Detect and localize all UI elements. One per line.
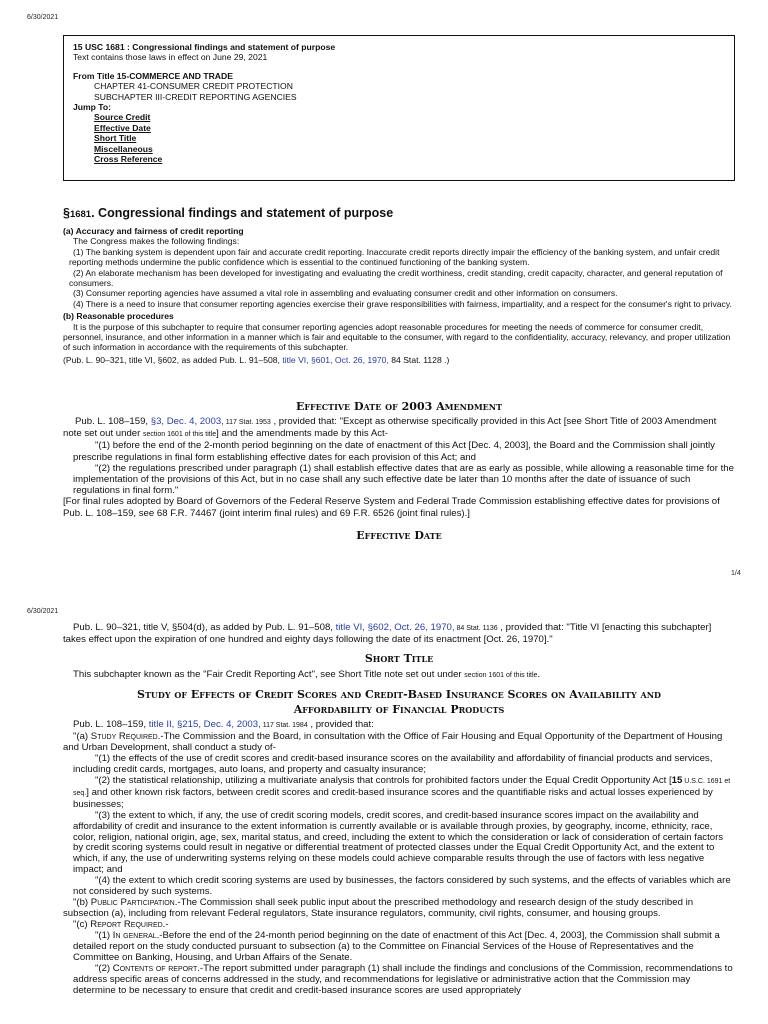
subsection-a-heading: (a) Accuracy and fairness of credit reporting — [63, 226, 244, 236]
study-heading-line-1: Study of Effects of Credit Scores and Credit-Based Insurance Scores on Availability and — [137, 688, 661, 701]
study-a-2: "(2) the statistical relationship, utilizing a multivariate analysis that controls for prohibited factors under the Equal Credit Opportunity Act [15 U.S.C. 1691 et seq.] and other known risk factors, between credit scores and credit-based insurance scores and the quantifiable risks and actual losses experienced by businesses; — [73, 774, 731, 810]
jump-link-source-credit[interactable]: Source Credit — [94, 112, 151, 123]
jump-link-effective-date[interactable]: Effective Date — [94, 122, 151, 133]
study-source-link[interactable]: title II, §215, Dec. 4, 2003, — [148, 719, 261, 730]
study-a-4: "(4) the extent to which credit scoring systems are used by businesses, the factors considered by such systems, and the effects of variables which are not considered by such systems. — [73, 875, 731, 898]
study-intro: Pub. L. 108–159, title II, §215, Dec. 4, 2003, 117 Stat. 1984 , provided that: — [73, 719, 374, 730]
study-body — [63, 720, 735, 997]
subchapter-line: SUBCHAPTER III-CREDIT REPORTING AGENCIES — [94, 91, 297, 102]
effective-date-source-link[interactable]: title VI, §602, Oct. 26, 1970, — [335, 622, 455, 633]
study-subsection-b: "(b) Public Participation.-The Commission shall seek public input about the prescribed methodology and research design of the study described in subsection (a), including from relevant Federal regulators, State insurance regulators, community, civil rights, consumer, and housing groups. — [63, 897, 694, 920]
study-subsection-c: "(c) Report Required.- — [73, 919, 169, 931]
document-citation-title: 15 USC 1681 : Congressional findings and statement of purpose — [73, 42, 336, 52]
section-body — [63, 226, 733, 365]
finding-4: (4) There is a need to insure that consumer reporting agencies exercise their grave responsibilities with fairness, impartiality, and a respect for the consumer's right to privacy. — [73, 298, 732, 309]
study-a-3: "(3) the extent to which, if any, the use of credit scoring models, credit scores, and credit-based insurance scores impact on the availability and affordability of credit and insurance to the extent information is currently available or is available through proxies, by geography, income, ethnicity, race, color, religion, national origin, age, sex, marital status, and creed, including the extent to which the consideration or lack of consideration of certain factors by credit scoring systems could result in negative or differential treatment of protected classes under the Equal Credit Opportunity Act, and the extent to which, if any, the use of underwriting systems relying on these models could achieve comparable results through the use of factors with less negative impact; and — [73, 809, 724, 876]
subsection-b-text: It is the purpose of this subchapter to require that consumer reporting agencies adopt reasonable procedures for meeting the needs of commerce for consumer credit, personnel, insurance, and other information in a manner which is fair and equitable to the consumer, with regard to the confidentiality, accuracy, relevancy, and proper utilization of such information in accordance with the requirements of this subchapter. — [63, 321, 731, 353]
effective-note: Text contains those laws in effect on June 29, 2021 — [73, 52, 268, 63]
jump-link-miscellaneous[interactable]: Miscellaneous — [94, 143, 153, 154]
short-title-heading: Short Title — [364, 652, 434, 665]
effective-date-2003-para-1: "(1) before the end of the 2-month period beginning on the date of enactment of this Act [Dec. 4, 2003], the Board and the Commission shall jointly prescribe regulations in final form establishing effective dates for each provision of this Act; and — [73, 440, 715, 463]
effective-date-heading: Effective Date — [356, 529, 442, 542]
page-number: 1/4 — [731, 570, 741, 577]
effective-date-2003-body — [63, 416, 735, 519]
effective-date-2003-heading: Effective Date of 2003 Amendment — [295, 400, 503, 413]
from-title: From Title 15-COMMERCE AND TRADE — [73, 70, 233, 81]
subsection-b-heading: (b) Reasonable procedures — [63, 311, 174, 322]
jump-link-short-title[interactable]: Short Title — [94, 133, 137, 144]
finding-1: (1) The banking system is dependent upon fair and accurate credit reporting. Inaccurate credit reports directly impair the efficiency of the banking system, and unfair credit reporting methods undermine the public confidence which is essential to the continued functioning of the banking system. — [69, 246, 720, 268]
page-header-date-2: 6/30/2021 — [27, 608, 59, 615]
short-title-text: This subchapter known as the "Fair Credit Reporting Act", see Short Title note set out under section 1601 of this title. — [73, 669, 541, 680]
document-info-box — [63, 35, 735, 181]
effective-date-text: Pub. L. 90–321, title V, §504(d), as added by Pub. L. 91–508, title VI, §602, Oct. 26, 1970, 84 Stat. 1136 , provided that: "Title VI [enacting this subchapter] takes effect upon the expiration of one hundred and eighty days following the date of its enactment [Oct. 26, 1970]." — [63, 622, 712, 646]
source-credit-link[interactable]: title VI, §601, Oct. 26, 1970, — [282, 354, 389, 365]
study-heading-line-2: Affordability of Financial Products — [293, 703, 505, 716]
finding-3: (3) Consumer reporting agencies have assumed a vital role in assembling and evaluating consumer credit and other information on consumers. — [73, 288, 618, 299]
effective-date-2003-para-2: "(2) the regulations prescribed under paragraph (1) shall establish effective dates that are as early as possible, while allowing a reasonable time for the implementation of the provisions of this Act, but in no case shall any such effective date be later than 10 months after the date of issuance of such regulations in final form." — [73, 462, 734, 497]
study-a-1: "(1) the effects of the use of credit scores and credit-based insurance scores on the availability and affordability of financial products and services, including credit cards, mortgages, auto loans, and property and casualty insurance; — [73, 752, 713, 775]
chapter-line: CHAPTER 41-CONSUMER CREDIT PROTECTION — [94, 81, 293, 92]
jump-to-label: Jump To: — [73, 102, 112, 113]
study-c-2: "(2) Contents of report.-The report submitted under paragraph (1) shall include the findings and conclusions of the Commission, recommendations to address specific areas of concerns addressed in the study, and recommendations for legislative or administrative action that the Commission may determine to be necessary to ensure that credit and credit-based insurance scores are used appropriately — [73, 962, 733, 996]
jump-link-cross-reference[interactable]: Cross Reference — [94, 154, 163, 165]
section-heading: §1681. Congressional findings and statement of purpose — [63, 206, 394, 220]
source-credit: (Pub. L. 90–321, title VI, §602, as added Pub. L. 91–508, title VI, §601, Oct. 26, 1970, 84 Stat. 1128 .) — [63, 354, 450, 365]
finding-2: (2) An elaborate mechanism has been developed for investigating and evaluating the credit worthiness, credit standing, credit capacity, character, and general reputation of consumers. — [69, 267, 723, 289]
study-c-1: "(1) In general.-Before the end of the 24-month period beginning on the date of enactment of this Act [Dec. 4, 2003], the Commission shall submit a detailed report on the study conducted pursuant to subsection (a) to the Committee on Financial Services of the House of Representatives and the Committee on Banking, Housing, and Urban Affairs of the Senate. — [73, 930, 720, 964]
effective-date-2003-note: [For final rules adopted by Board of Governors of the Federal Reserve System and Federal Trade Commission establishing effective dates for provisions of Pub. L. 108–159, see 68 F.R. 74467 (joint interim final rules) and 69 F.R. 6526 (joint final rules).] — [63, 496, 720, 519]
amendment-section-link[interactable]: §3, Dec. 4, 2003, — [150, 416, 224, 427]
study-subsection-a: "(a) Study Required.-The Commission and the Board, in consultation with the Office of Fair Housing and Equal Opportunity of the Department of Housing and Urban Development, shall conduct a study of- — [63, 730, 723, 753]
page-header-date: 6/30/2021 — [27, 14, 59, 21]
effective-date-2003-intro: Pub. L. 108–159, §3, Dec. 4, 2003, 117 Stat. 1953 , provided that: "Except as otherwise specifically provided in this Act [see Short Title of 2003 Amendment note set out under section 1601 of this title] and the amendments made by this Act- — [63, 416, 717, 440]
subsection-a-intro: The Congress makes the following findings: — [73, 236, 240, 247]
